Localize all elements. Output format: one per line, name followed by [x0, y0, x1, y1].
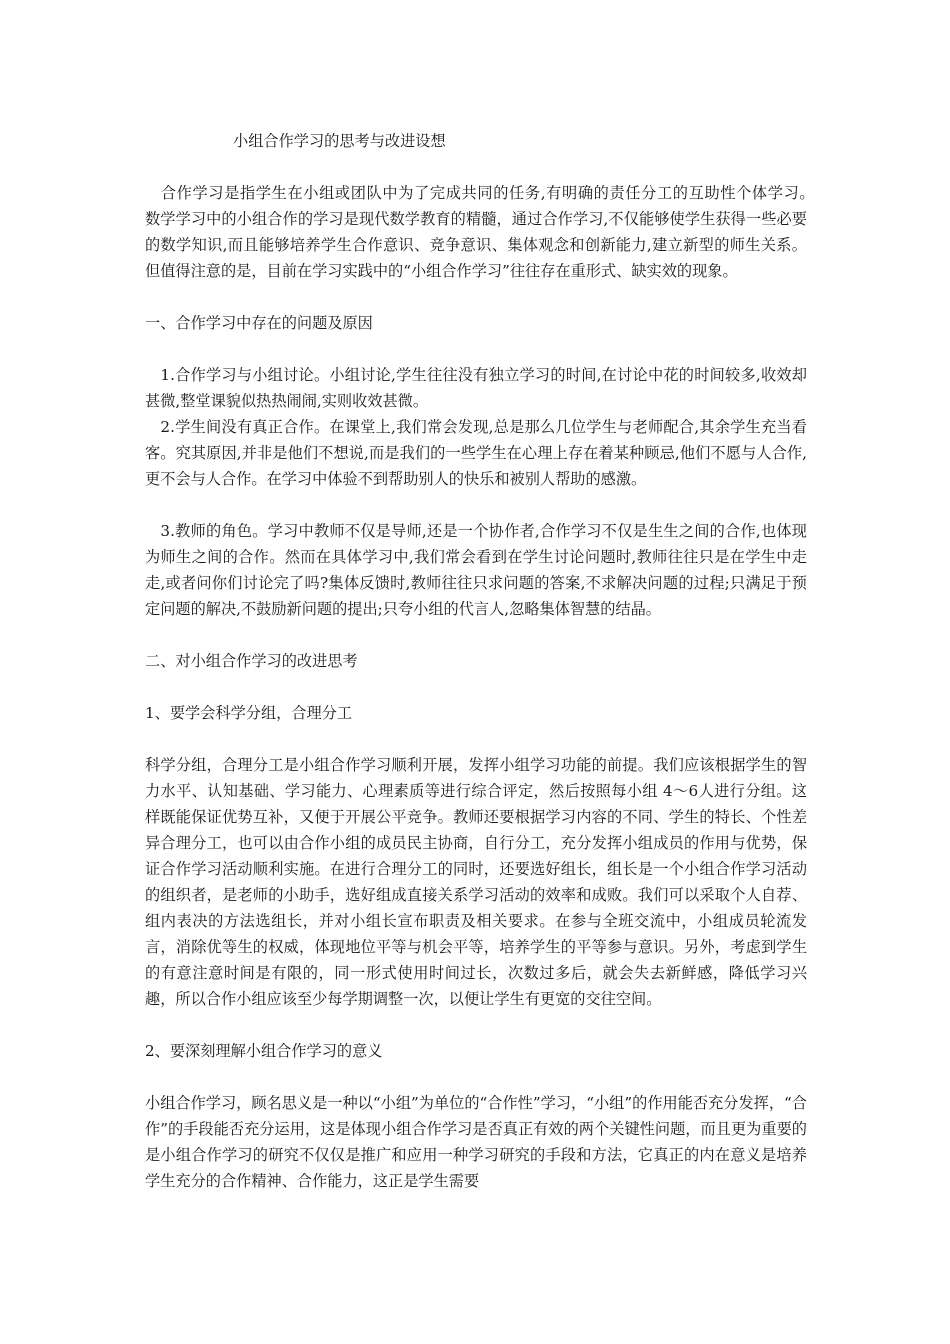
- section2-heading: 二、对小组合作学习的改进思考: [145, 652, 358, 670]
- spacer: [145, 622, 807, 648]
- spacer: [145, 492, 807, 518]
- document-title: 小组合作学习的思考与改进设想: [233, 132, 446, 150]
- section1-heading: 一、合作学习中存在的问题及原因: [145, 314, 373, 332]
- spacer: [145, 336, 807, 362]
- section1-paragraph-1: 1.合作学习与小组讨论。小组讨论,学生往往没有独立学习的时间,在讨论中花的时间较多,收效却甚微,整堂课貌似热热闹闹,实则收效甚微。: [145, 366, 807, 410]
- subsection1-heading: 1、要学会科学分组，合理分工: [145, 704, 353, 722]
- spacer: [145, 284, 807, 310]
- spacer: [145, 674, 807, 700]
- spacer: [145, 1064, 807, 1090]
- subsection1-paragraph: 科学分组，合理分工是小组合作学习顺利开展，发挥小组学习功能的前提。我们应该根据学生的智力水平、认知基础、学习能力、心理素质等进行综合评定，然后按照每小组 4～6人进行分组。这样既能保证优势互补，又便于开展公平竞争。教师还要根据学习内容的不同、学生的特长、个性差异合理分工，也可以由合作小组的成员民主协商，自行分工，充分发挥小组成员的作用与优势，保证合作学习活动顺利实施。在进行合理分工的同时，还要选好组长，组长是一个小组合作学习活动的组织者，是老师的小助手，选好组成直接关系学习活动的效率和成败。我们可以采取个人自荐、组内表决的方法选组长，并对小组长宣布职责及相关要求。在参与全班交流中，小组成员轮流发言，消除优等生的权威，体现地位平等与机会平等，培养学生的平等参与意识。另外，考虑到学生的有意注意时间是有限的，同一形式使用时间过长，次数过多后，就会失去新鲜感，降低学习兴趣，所以合作小组应该至少每学期调整一次，以便让学生有更宽的交往空间。: [145, 756, 807, 1008]
- intro-paragraph: 合作学习是指学生在小组或团队中为了完成共同的任务,有明确的责任分工的互助性个体学习。 数学学习中的小组合作的学习是现代数学教育的精髓，通过合作学习,不仅能够使学生获得一些必要的数学知识,而且能够培养学生合作意识、竞争意识、集体观念和创新能力,建立新型的师生关系。但值得注意的是，目前在学习实践中的“小组合作学习”往往存在重形式、缺实效的现象。: [145, 184, 823, 280]
- subsection2-paragraph: 小组合作学习，顾名思义是一种以“小组”为单位的“合作性”学习，“小组”的作用能否充分发挥，“合作”的手段能否充分运用，这是体现小组合作学习是否真正有效的两个关键性问题，而且更为重要的是小组合作学习的研究不仅仅是推广和应用一种学习研究的手段和方法，它真正的内在意义是培养学生充分的合作精神、合作能力，这正是学生需要: [145, 1094, 807, 1190]
- spacer: [145, 1012, 807, 1038]
- subsection2-heading: 2、要深刻理解小组合作学习的意义: [145, 1042, 383, 1060]
- spacer: [145, 726, 807, 752]
- section1-paragraph-3: 3.教师的角色。学习中教师不仅是导师,还是一个协作者,合作学习不仅是生生之间的合作,也体现为师生之间的合作。然而在具体学习中,我们常会看到在学生讨论问题时,教师往往只是在学生中走走,或者问你们讨论完了吗?集体反馈时,教师往往只求问题的答案,不求解决问题的过程;只满足于预定问题的解决,不鼓励新问题的提出;只夸小组的代言人,忽略集体智慧的结晶。: [145, 522, 807, 618]
- section1-paragraph-2: 2.学生间没有真正合作。在课堂上,我们常会发现,总是那么几位学生与老师配合,其余学生充当看客。究其原因,并非是他们不想说,而是我们的一些学生在心理上存在着某种顾忌,他们不愿与人合作,更不会与人合作。在学习中体验不到帮助别人的快乐和被别人帮助的感激。: [145, 418, 807, 488]
- document-body: [145, 128, 823, 1194]
